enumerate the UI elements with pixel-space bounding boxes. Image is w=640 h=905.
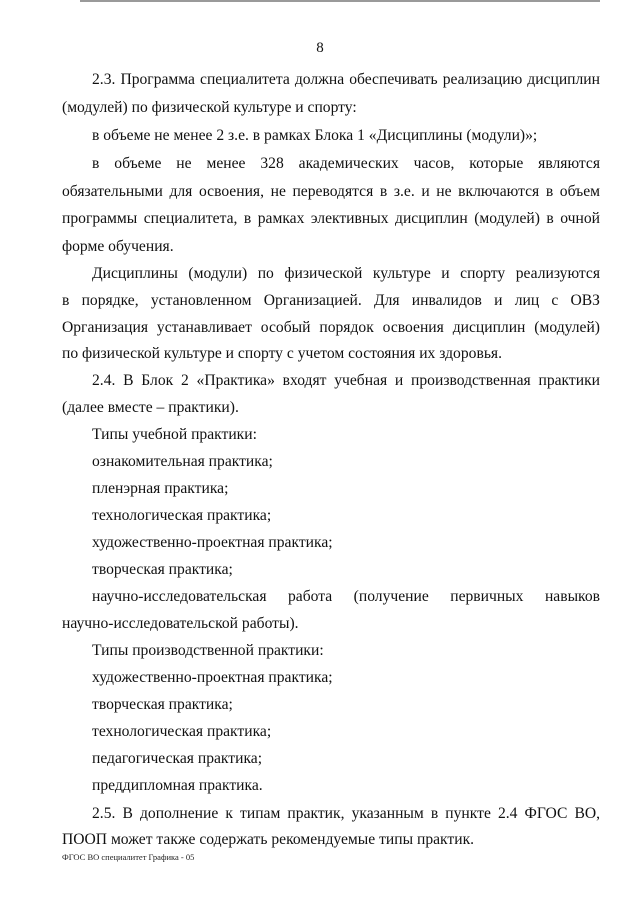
page-number: 8 (316, 40, 324, 56)
text-line: (далее вместе – практики). (62, 399, 239, 416)
text-line: творческая практика; (92, 696, 233, 713)
text-line: 2.4. В Блок 2 «Практика» входят учебная и производственная практики (92, 372, 600, 389)
text-line: форме обучения. (62, 238, 174, 255)
text-line: пленэрная практика; (92, 480, 229, 497)
text-line: технологическая практика; (92, 507, 272, 524)
text-line: научно-исследовательская работа (получение первичных навыков (92, 588, 600, 605)
text-line: Типы производственной практики: (92, 642, 324, 659)
text-line: в объеме не менее 2 з.е. в рамках Блока 1 «Дисциплины (модули)»; (92, 127, 538, 144)
top-rule (80, 0, 600, 2)
text-line: 2.3. Программа специалитета должна обеспечивать реализацию дисциплин (92, 71, 600, 88)
text-line: преддипломная практика. (92, 777, 263, 794)
text-line: художественно-проектная практика; (92, 669, 333, 686)
text-line: творческая практика; (92, 561, 233, 578)
text-line: обязательными для освоения, не переводятся в з.е. и не включаются в объем (62, 183, 600, 200)
page-footer: ФГОС ВО специалитет Графика - 05 (62, 852, 195, 862)
text-line: научно-исследовательской работы). (62, 615, 299, 632)
text-line: Типы учебной практики: (92, 426, 257, 443)
text-line: по физической культуре и спорту с учетом состояния их здоровья. (62, 345, 502, 362)
text-line: ПООП может также содержать рекомендуемые типы практик. (62, 831, 475, 848)
text-line: педагогическая практика; (92, 750, 263, 767)
text-line: программы специалитета, в рамках элективных дисциплин (модулей) в очной (62, 210, 600, 227)
text-line: Организация устанавливает особый порядок освоения дисциплин (модулей) (62, 319, 600, 336)
text-line: художественно-проектная практика; (92, 534, 333, 551)
text-line: в объеме не менее 328 академических часов, которые являются (92, 155, 600, 172)
text-line: технологическая практика; (92, 723, 272, 740)
text-line: Дисциплины (модули) по физической культуре и спорту реализуются (92, 265, 600, 282)
text-line: ознакомительная практика; (92, 453, 273, 470)
text-line: 2.5. В дополнение к типам практик, указанным в пункте 2.4 ФГОС ВО, (92, 805, 600, 822)
text-line: (модулей) по физической культуре и спорту: (62, 99, 357, 116)
text-line: в порядке, установленном Организацией. Для инвалидов и лиц с ОВЗ (62, 292, 600, 309)
